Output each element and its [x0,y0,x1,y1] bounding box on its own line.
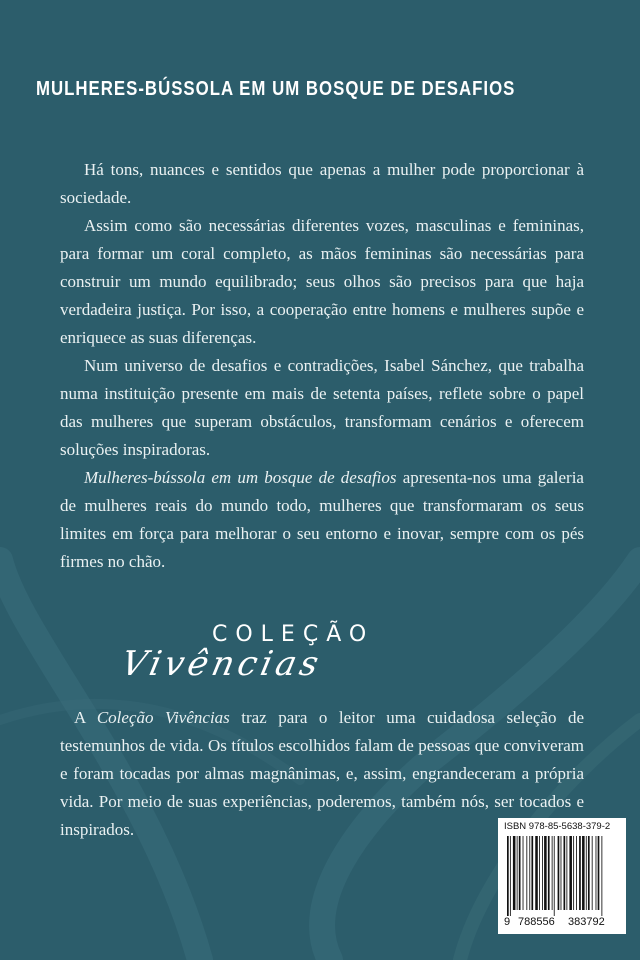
barcode-bar [596,836,597,910]
barcode-bar [517,836,518,910]
collection-label: COLEÇÃO [212,622,375,647]
barcode-bar [582,836,585,910]
barcode-bar [576,836,577,910]
barcode-bar [523,836,524,910]
barcode-bar [579,836,581,910]
barcode-bars [506,836,618,916]
barcode-bar [569,836,572,910]
collection-name-italic: Coleção Vivências [96,708,230,727]
isbn-label: ISBN 978-85-5638-379-2 [504,821,611,832]
book-title: MULHERES-BÚSSOLA EM UM BOSQUE DE DESAFIOS [36,78,516,100]
barcode-bar [544,836,547,910]
description-paragraph-text: apresenta-nos uma galeria de mulheres reais do mundo todo, mulheres que transformaram os seus limites em força para melhorar o seu entorno e inovar, sempre com os pés firmes no chão. [60,468,584,571]
barcode-bar [519,836,521,910]
collection-heading [117,618,446,694]
barcode-bar [573,836,574,910]
barcode-bar [539,836,540,910]
collection-text-prefix: A [74,708,97,727]
barcode-bar [529,836,530,910]
collection-name: Vivências [117,644,326,684]
barcode-bar [598,836,600,910]
description-paragraph: Há tons, nuances e sentidos que apenas a mulher pode proporcionar à sociedade. [60,160,584,207]
barcode-bar [586,836,587,910]
collection-text-body: traz para o leitor uma cuidadosa seleção de testemunhos de vida. Os títulos escolhidos falam de pessoas que conviveram e foram tocadas por almas magnânimas, e, assim, engrandeceram a própria vida. Por meio de suas experiências, poderemos, também nós, ser tocados e inspirados. [60,708,584,839]
barcode-digit-group: 788556 [518,916,555,928]
barcode-block [498,818,626,934]
book-description [60,156,584,576]
description-paragraph [60,464,584,576]
barcode-bar [558,836,560,910]
barcode-bar [526,836,527,910]
barcode-bar [531,836,533,910]
barcode-bar [564,836,566,910]
book-title-italic: Mulheres-bússola em um bosque de desafios [84,468,397,487]
barcode-bar [513,836,516,910]
barcode-bar [566,836,567,910]
barcode-bar [548,836,550,910]
barcode-bar [554,836,555,916]
barcode-digit-group: 383792 [568,916,605,928]
barcode-bar [552,836,553,910]
barcode-bar [507,836,509,916]
barcode-bar [592,836,593,910]
barcode-bar [561,836,562,910]
barcode-bar [535,836,538,910]
description-paragraph: Assim como são necessárias diferentes vozes, masculinas e femininas, para formar um coral completo, as mãos femininas são necessárias para construir um mundo equilibrado; seus olhos são precisos para que haja verdadeira justiça. Por isso, a cooperação entre homens e mulheres supõe e enriquece as suas diferenças. [60,216,584,347]
barcode-bar [588,836,590,910]
barcode-digit-lead: 9 [504,916,511,928]
barcode-bar [542,836,543,910]
barcode-bar [510,836,511,916]
barcode-bar [601,836,602,916]
description-paragraph: Num universo de desafios e contradições, Isabel Sánchez, que trabalha numa instituição presente em mais de setenta países, reflete sobre o papel das mulheres que superam obstáculos, transformam cenários e oferecem soluções inspiradoras. [60,356,584,459]
